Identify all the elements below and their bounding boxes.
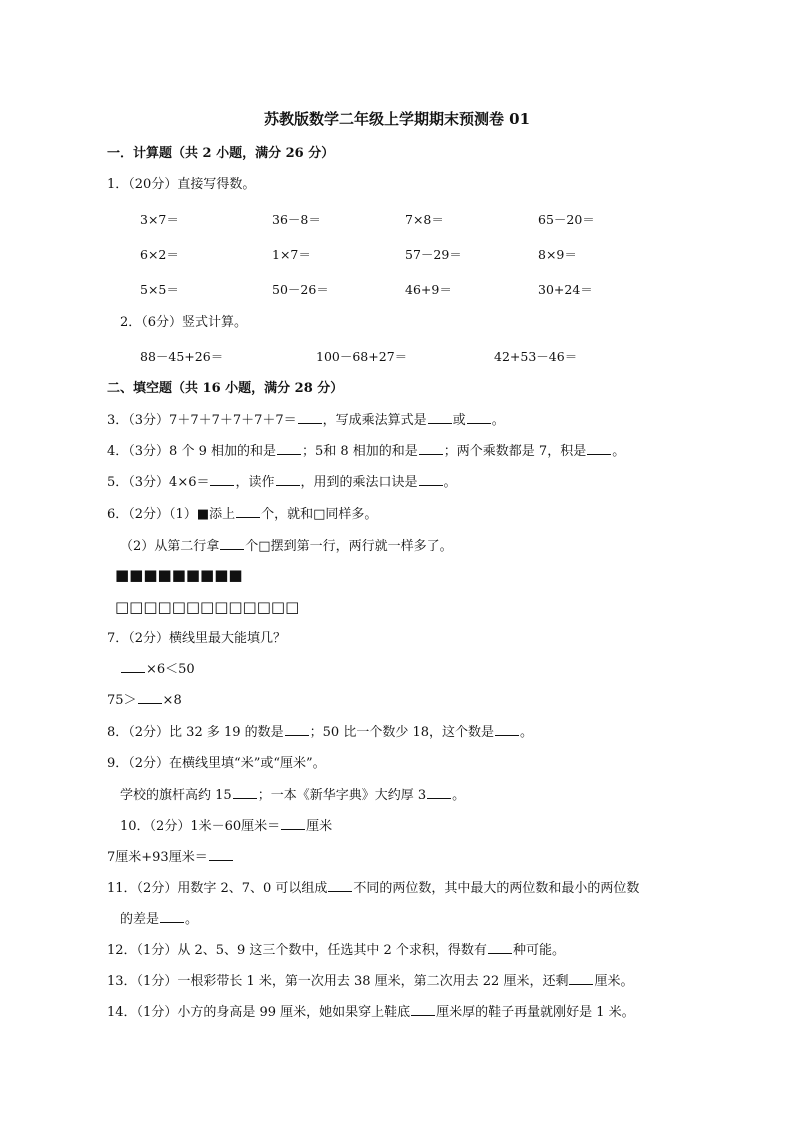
q6-text-b: 个，就和□同样多。 — [261, 507, 378, 522]
answer-blank[interactable] — [277, 442, 301, 455]
question-14 — [107, 1003, 635, 1022]
question-1-stem: 1．（20分）直接写得数。 — [107, 177, 256, 192]
question-9-stem: 9．（2分）在横线里填“米”或“厘米”。 — [107, 756, 326, 771]
answer-blank[interactable] — [298, 411, 322, 424]
q11-text-b: 不同的两位数，其中最大的两位数和最小的两位数 — [353, 881, 640, 896]
question-5 — [107, 473, 457, 492]
q7-text-c: ×8 — [162, 693, 182, 708]
q3-text-b: ，写成乘法算式是 — [322, 413, 427, 428]
calc-item: 8×9＝ — [538, 247, 577, 262]
calc-item: 30+24＝ — [538, 282, 593, 297]
q6-text-d: 个□摆到第一行，两行就一样多了。 — [245, 539, 453, 554]
calc-item: 46+9＝ — [405, 282, 452, 297]
calc-item: 50－26＝ — [272, 282, 329, 297]
answer-blank[interactable] — [587, 442, 611, 455]
q7-text-a: ×6＜50 — [146, 662, 195, 677]
q10-text-b: 厘米 — [306, 819, 333, 834]
q6-text-a: 6．（2分）（1）■添上 — [107, 507, 236, 522]
question-9-body — [120, 786, 465, 805]
answer-blank[interactable] — [236, 505, 260, 518]
calc-item: 1×7＝ — [272, 247, 311, 262]
section-heading-fill: 二、填空题（共 16 小题，满分 28 分） — [107, 381, 344, 396]
q10-text-a: 10．（2分）1米－60厘米＝ — [120, 819, 281, 834]
answer-blank[interactable] — [138, 691, 162, 704]
q4-text-a: 4．（3分）8 个 9 相加的和是 — [107, 444, 276, 459]
question-6-part-1 — [107, 505, 377, 524]
q11-text-c: 的差是 — [120, 912, 160, 927]
q3-text-c: 或 — [452, 413, 466, 428]
q5-text-d: 。 — [443, 475, 457, 490]
question-3 — [107, 411, 505, 430]
q8-text-c: 。 — [520, 725, 534, 740]
calc-item: 5×5＝ — [140, 282, 179, 297]
q10-text-c: 7厘米+93厘米＝ — [107, 850, 208, 865]
q5-text-a: 5．（3分）4×6＝ — [107, 475, 210, 490]
answer-blank[interactable] — [285, 723, 309, 736]
question-2-stem: 2．（6分）竖式计算。 — [120, 315, 248, 330]
question-10 — [120, 817, 332, 836]
calc-item: 3×7＝ — [140, 212, 179, 227]
question-4 — [107, 442, 625, 461]
q3-text-d: 。 — [491, 413, 505, 428]
answer-blank[interactable] — [569, 972, 593, 985]
q13-text-a: 13．（1分）一根彩带长 1 米，第一次用去 38 厘米，第二次用去 22 厘米，还剩 — [107, 974, 569, 989]
q5-text-b: ，读作 — [235, 475, 275, 490]
empty-squares-row: □□□□□□□□□□□□□ — [115, 598, 300, 616]
q9-text-a: 学校的旗杆高约 15 — [120, 788, 232, 803]
answer-blank[interactable] — [467, 411, 491, 424]
q11-text-a: 11．（2分）用数字 2、7、0 可以组成 — [107, 881, 328, 896]
calc-item: 36－8＝ — [272, 212, 321, 227]
answer-blank[interactable] — [209, 848, 233, 861]
q12-text-a: 12．（1分）从 2、5、9 这三个数中，任选其中 2 个求积，得数有 — [107, 943, 487, 958]
q14-text-a: 14．（1分）小方的身高是 99 厘米，她如果穿上鞋底 — [107, 1005, 411, 1020]
q5-text-c: ，用到的乘法口诀是 — [300, 475, 418, 490]
answer-blank[interactable] — [488, 941, 512, 954]
calc-item: 7×8＝ — [405, 212, 444, 227]
calc-item: 57－29＝ — [405, 247, 462, 262]
q8-text-b: ；50 比一个数少 18，这个数是 — [309, 725, 495, 740]
answer-blank[interactable] — [160, 910, 184, 923]
question-10-line-2 — [107, 848, 234, 867]
answer-blank[interactable] — [428, 411, 452, 424]
vertical-calc-item: 100－68+27＝ — [316, 349, 408, 364]
answer-blank[interactable] — [427, 786, 451, 799]
q14-text-b: 厘米厚的鞋子再量就刚好是 1 米。 — [436, 1005, 635, 1020]
q6-text-c: （2）从第二行拿 — [120, 539, 220, 554]
question-7-stem: 7．（2分）横线里最大能填几？ — [107, 631, 287, 646]
q9-text-b: ；一本《新华字典》大约厚 3 — [257, 788, 427, 803]
question-12 — [107, 941, 565, 960]
vertical-calc-item: 88－45+26＝ — [140, 349, 224, 364]
calc-item: 6×2＝ — [140, 247, 179, 262]
question-8 — [107, 723, 533, 742]
q8-text-a: 8．（2分）比 32 多 19 的数是 — [107, 725, 284, 740]
answer-blank[interactable] — [419, 442, 443, 455]
q4-text-b: ；5和 8 相加的和是 — [301, 444, 418, 459]
q4-text-c: ；两个乘数都是 7，积是 — [443, 444, 587, 459]
q12-text-b: 种可能。 — [512, 943, 565, 958]
answer-blank[interactable] — [220, 537, 244, 550]
answer-blank[interactable] — [411, 1003, 435, 1016]
answer-blank[interactable] — [121, 660, 145, 673]
answer-blank[interactable] — [495, 723, 519, 736]
question-7-line-2 — [107, 691, 182, 710]
answer-blank[interactable] — [276, 473, 300, 486]
q11-text-d: 。 — [185, 912, 199, 927]
q4-text-d: 。 — [612, 444, 626, 459]
question-11 — [107, 879, 639, 898]
q7-text-b: 75＞ — [107, 693, 137, 708]
answer-blank[interactable] — [328, 879, 352, 892]
calc-item: 65－20＝ — [538, 212, 595, 227]
question-11-line-2 — [120, 910, 198, 929]
answer-blank[interactable] — [210, 473, 234, 486]
question-6-part-2 — [120, 537, 453, 556]
filled-squares-row: ■■■■■■■■■ — [115, 566, 243, 584]
answer-blank[interactable] — [419, 473, 443, 486]
q13-text-b: 厘米。 — [594, 974, 634, 989]
question-7-line-1 — [120, 660, 195, 679]
q9-text-c: 。 — [452, 788, 466, 803]
question-13 — [107, 972, 633, 991]
page-title: 苏教版数学二年级上学期期末预测卷 01 — [263, 110, 531, 128]
q3-text-a: 3．（3分）7＋7＋7＋7＋7＋7＝ — [107, 413, 297, 428]
answer-blank[interactable] — [233, 786, 257, 799]
section-heading-calc: 一．计算题（共 2 小题，满分 26 分） — [107, 146, 335, 161]
answer-blank[interactable] — [281, 817, 305, 830]
vertical-calc-item: 42+53－46＝ — [494, 349, 578, 364]
